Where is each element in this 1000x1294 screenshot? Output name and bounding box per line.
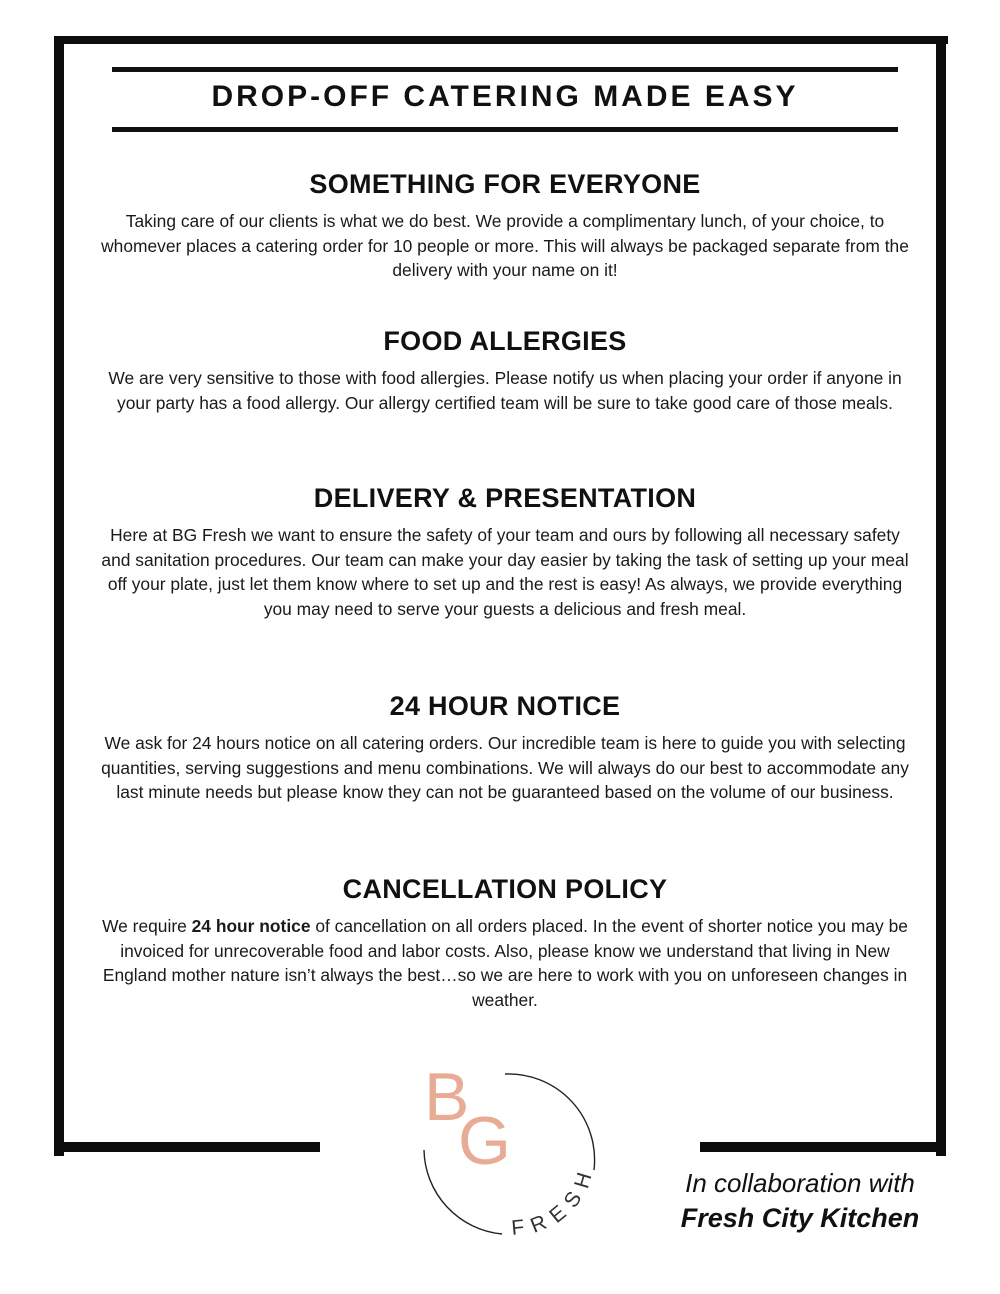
logo-letter-g: G xyxy=(458,1103,511,1179)
header-rule-top xyxy=(112,67,898,72)
section-food-allergies xyxy=(100,324,910,415)
frame-left-border xyxy=(54,36,64,1156)
section-heading: FOOD ALLERGIES xyxy=(383,326,627,356)
section-body: Here at BG Fresh we want to ensure the safety of your team and ours by following all necessary safety and sanitation procedures. Our team can make your day easier by taking the task of setting up your meal off your plate, just let them know where to set up and the rest is easy! As always, we provide everything you may need to serve your guests a delicious and fresh meal. xyxy=(101,525,909,620)
body-text-after: of cancellation on all orders placed. In the event of shorter notice you may be invoiced for unrecoverable food and labor costs. Also, please know we understand that living in New England mother nature isn’t always the best…so we are here to work with you on unforeseen changes in weather. xyxy=(102,916,908,1011)
frame-bottom-left-border xyxy=(54,1142,320,1152)
section-cancellation-policy xyxy=(100,872,910,1013)
section-body: We ask for 24 hours notice on all catering orders. Our incredible team is here to guide you with selecting quantities, serving suggestions and menu combinations. We will always do our best to accommodate any last minute needs but please know they can not be guaranteed based on the volume of our business. xyxy=(101,733,909,803)
collaboration-credit xyxy=(640,1166,960,1236)
section-body: We are very sensitive to those with food allergies. Please notify us when placing your order if anyone in your party has a food allergy. Our allergy certified team will be sure to take good care of those meals. xyxy=(108,368,902,413)
collaboration-label: In collaboration with xyxy=(685,1168,915,1198)
section-something-for-everyone xyxy=(100,167,910,283)
frame-right-border xyxy=(936,36,946,1156)
header-rule-bottom xyxy=(112,127,898,132)
section-body: Taking care of our clients is what we do best. We provide a complimentary lunch, of your choice, to whomever places a catering order for 10 people or more. This will always be packaged separate from the delivery with your name on it! xyxy=(101,211,909,281)
logo-arc-upper-right xyxy=(505,1074,595,1170)
section-heading: 24 HOUR NOTICE xyxy=(389,691,621,721)
frame-top-border xyxy=(54,36,948,44)
section-24-hour-notice xyxy=(100,689,910,805)
body-text-before: We require xyxy=(102,916,192,936)
logo-wordmark-path: FRESH xyxy=(510,1161,600,1240)
logo-letter-b: B xyxy=(424,1059,470,1135)
section-heading: SOMETHING FOR EVERYONE xyxy=(309,169,701,199)
page-title: DROP-OFF CATERING MADE EASY xyxy=(211,80,799,113)
partner-name: Fresh City Kitchen xyxy=(680,1203,920,1233)
section-delivery-presentation xyxy=(100,481,910,622)
section-heading: CANCELLATION POLICY xyxy=(342,874,668,904)
body-text-bold: 24 hour notice xyxy=(191,916,311,936)
section-heading: DELIVERY & PRESENTATION xyxy=(313,483,697,513)
bg-fresh-logo xyxy=(410,1058,610,1248)
logo-wordmark xyxy=(510,1161,599,1239)
section-body xyxy=(100,914,910,1013)
frame-bottom-right-border xyxy=(700,1142,946,1152)
